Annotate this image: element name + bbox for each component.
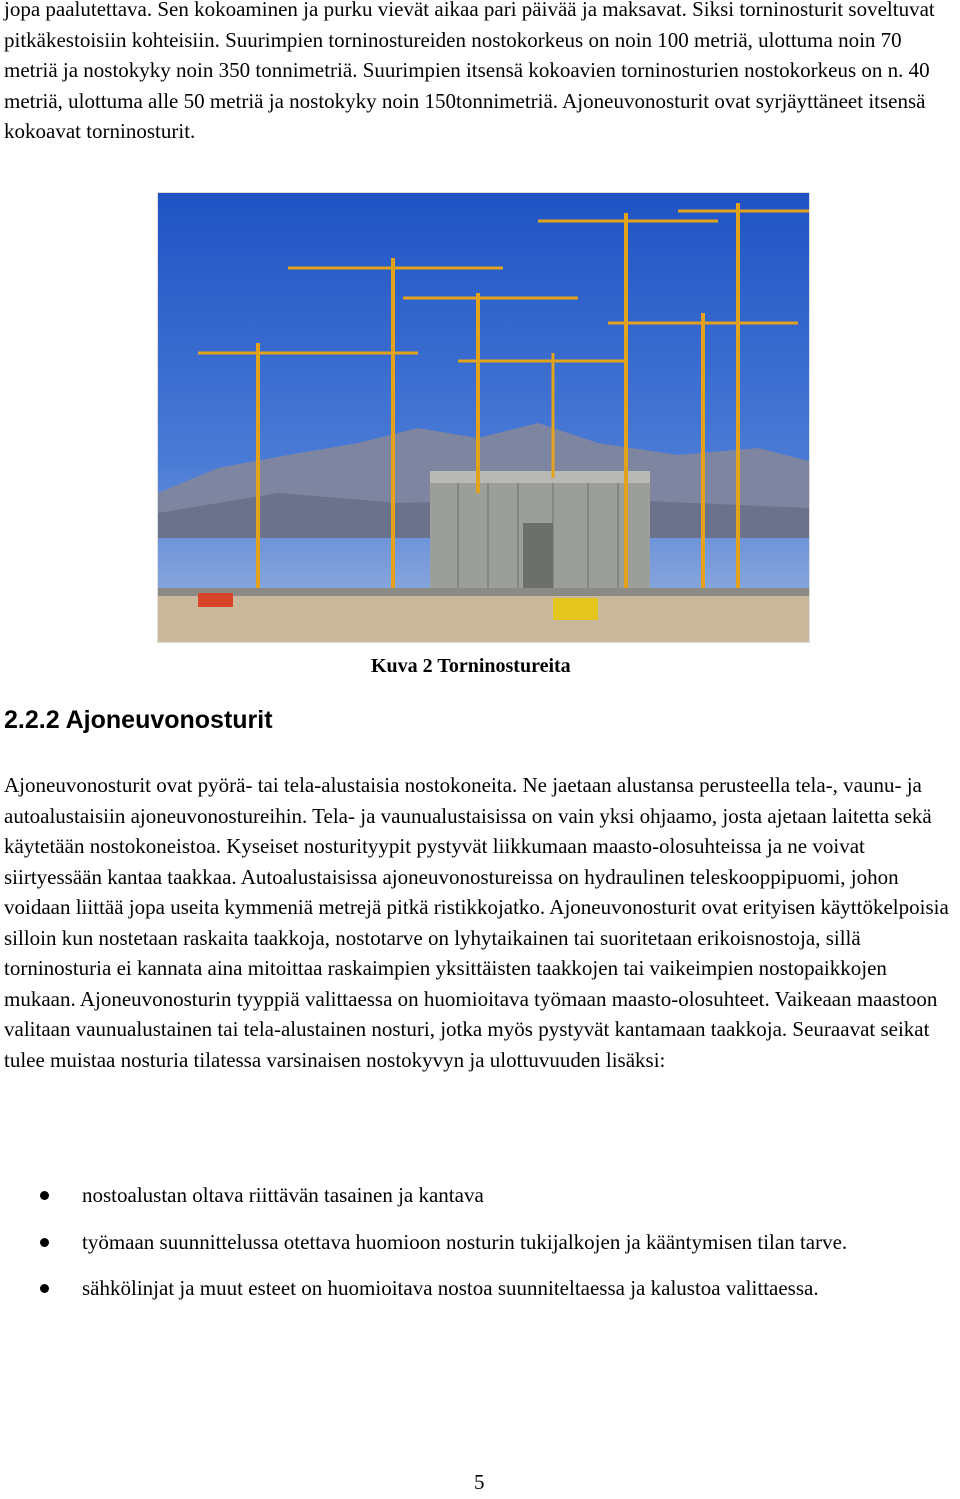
building [430, 471, 650, 606]
paragraph-intro: jopa paalutettava. Sen kokoaminen ja purku vievät aikaa pari päivää ja maksavat. Siksi torninosturit soveltuvat pitkäkestoisiin kohteisiin. Suurimpien torninostureiden nostokorkeus on noin 100 metriä, ulottuma noin 70 metriä ja nostokyky noin 350 tonnimetriä. Suurimpien itsensä kokoavien torninosturien nostokorkeus on n. 40 metriä, ulottuma alle 50 metriä ja nostokyky noin 150tonnimetriä. Ajoneuvonosturit ovat syrjäyttäneet itsensä kokoavat torninosturit. [4, 0, 935, 143]
bullet-text: nostoalustan oltava riittävän tasainen ja kantava [82, 1183, 484, 1207]
paragraph-main: Ajoneuvonosturit ovat pyörä- tai tela-alustaisia nostokoneita. Ne jaetaan alustansa perusteella tela-, vaunu- ja autoalustaisiin ajoneuvonostureihin. Tela- ja vaunualustaisissa on vain yksi ohjaamo, josta ajetaan laitetta sekä käytetään nostokoneistoa. Kyseiset nosturityypit pystyvät liikkumaan maasto-olosuhteissa ja ne voivat siirtyessään kantaa taakkaa. Autoalustaisissa ajoneuvonostureissa on hydraulinen teleskooppipuomi, johon voidaan liittää jopa useita kymmeniä metrejä pitkä ristikkojatko. Ajoneuvonosturit ovat erityisen käyttökelpoisia silloin kun nostetaan raskaita taakkoja, nostotarve on lyhytaikainen tai suoritetaan erikoisnostoja, sillä torninosturia ei kannata aina mitoittaa raskaimpien yksittäisten taakkojen tai vaikeimpien nostopaikkojen mukaan. Ajoneuvonosturin tyyppiä valittaessa on huomioitava työmaan maasto-olosuhteet. Vaikeaan maastoon valitaan vaunualustainen tai tela-alustainen nosturi, jotka myös pystyvät kantamaan taakkoja. Seuraavat seikat tulee muistaa nosturia tilatessa varsinaisen nostokyvyn ja ulottuvuuden lisäksi: [4, 773, 949, 1072]
figure-caption: Kuva 2 Torninostureita [371, 655, 571, 677]
bullet-item [0, 1180, 942, 1211]
bullet-item [0, 1273, 942, 1304]
crane-photo [157, 192, 810, 643]
excavator [198, 593, 233, 607]
dump-truck [553, 598, 598, 620]
bullet-item [0, 1227, 942, 1258]
section-heading: 2.2.2 Ajoneuvonosturit [4, 706, 273, 734]
bullet-text: työmaan suunnittelussa otettava huomioon nosturin tukijalkojen ja kääntymisen tilan tarve. [82, 1229, 848, 1254]
fence [158, 588, 809, 596]
ground [158, 593, 809, 642]
bullet-icon [40, 1284, 49, 1293]
bullet-icon [40, 1238, 49, 1247]
bullet-icon [40, 1191, 49, 1200]
page-number: 5 [474, 1470, 485, 1494]
bullet-text: sähkölinjat ja muut esteet on huomioitava nostoa suunniteltaessa ja kalustoa valittaessa. [82, 1276, 819, 1300]
bullet-list [0, 1180, 960, 1320]
